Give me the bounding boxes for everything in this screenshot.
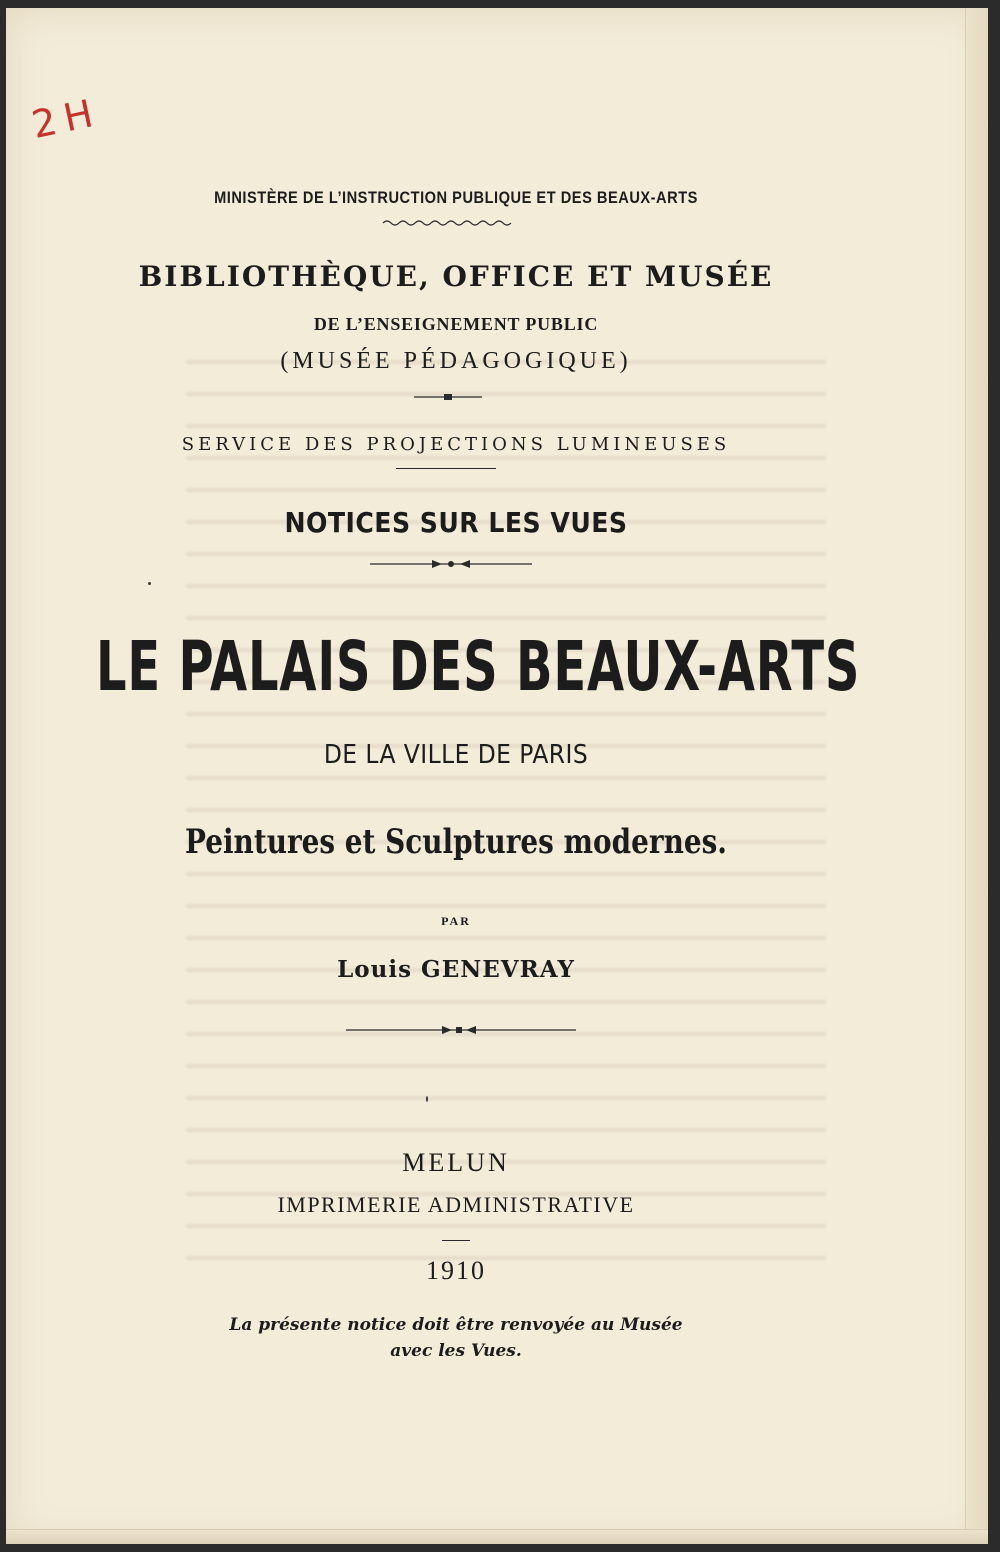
printer-name: IMPRIMERIE ADMINISTRATIVE (277, 1192, 635, 1217)
small-rule-ornament (414, 392, 482, 402)
ministry-heading: MINISTÈRE DE L’INSTRUCTION PUBLIQUE ET DES BEAUX-ARTS (214, 188, 698, 207)
title-subtitle: DE LA VILLE DE PARIS (323, 740, 589, 770)
long-rule-ornament (346, 1024, 576, 1036)
divider-rule (396, 468, 496, 469)
by-label: PAR (441, 914, 471, 928)
author-name: Louis GENEVRAY (337, 956, 575, 983)
return-notice-line1: La présente notice doit être renvoyée au Musée (229, 1315, 683, 1335)
institution-name: BIBLIOTHÈQUE, OFFICE ET MUSÉE (138, 260, 774, 293)
wavy-ornament (381, 218, 513, 228)
page-edge-bottom (6, 1529, 988, 1544)
return-notice (6, 1312, 906, 1364)
arrow-rule-ornament (370, 558, 532, 570)
publication-year: 1910 (426, 1256, 486, 1285)
show-through-texture (186, 338, 826, 1268)
return-notice-line2: avec les Vues. (390, 1341, 522, 1361)
paper-speck (426, 1096, 428, 1102)
museum-name: (MUSÉE PÉDAGOGIQUE) (280, 348, 632, 374)
publication-city: MELUN (402, 1148, 510, 1177)
handwritten-annotation: 2 H (28, 91, 95, 148)
document-page (6, 8, 988, 1544)
notices-heading: NOTICES SUR LES VUES (284, 506, 628, 539)
service-heading: SERVICE DES PROJECTIONS LUMINEUSES (181, 434, 731, 455)
page-edge-right (965, 8, 988, 1544)
subject-line: Peintures et Sculptures modernes. (185, 822, 727, 862)
year-rule (442, 1240, 470, 1241)
paper-speck (148, 582, 151, 585)
main-title: LE PALAIS DES BEAUX-ARTS (96, 627, 861, 707)
institution-subtitle: DE L’ENSEIGNEMENT PUBLIC (313, 314, 599, 334)
